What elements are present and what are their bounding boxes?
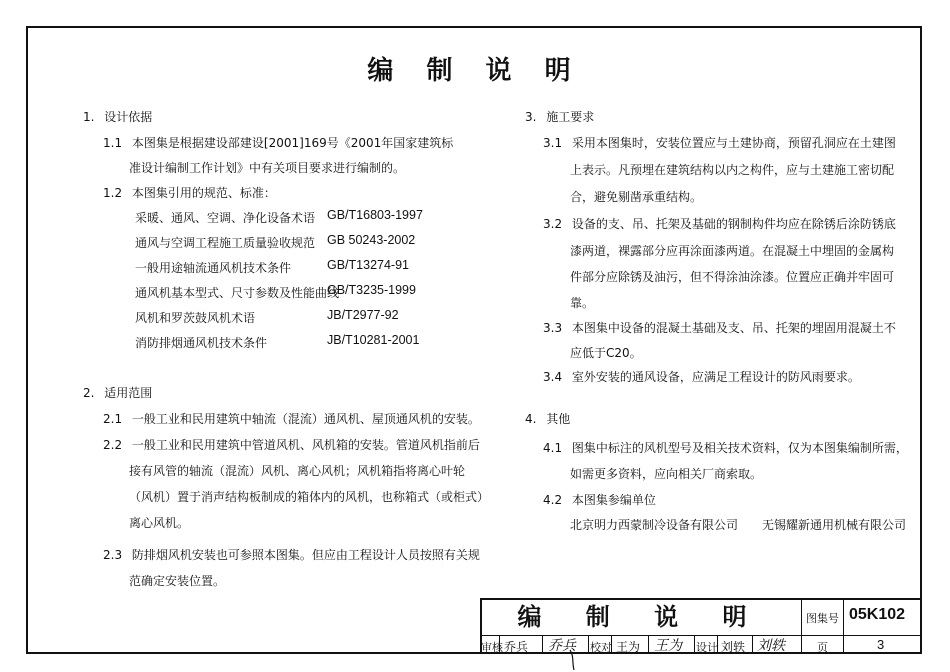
page-title: 编 制 说 明 — [367, 56, 583, 86]
participating-companies: 北京明力西蒙制冷设备有限公司 无锡耀新通用机械有限公司 — [570, 518, 907, 532]
reviewer-signature: 乔兵 — [548, 638, 576, 654]
standard-code: GB/T3235-1999 — [327, 283, 416, 297]
title-block-vline — [648, 636, 649, 654]
designer-signature: 刘轶 — [757, 638, 785, 654]
item-1-2: 1.2 本图集引用的规范、标准： — [103, 186, 276, 200]
designer-name: 刘轶 — [721, 640, 746, 654]
standard-name: 一般用途轴流通风机技术条件 — [135, 261, 292, 275]
item-2-2-line3: （风机）置于消声结构板制成的箱体内的风机，也称箱式（或柜式） — [129, 490, 490, 504]
standard-name: 通风与空调工程施工质量验收规范 — [135, 236, 316, 250]
item-3-2: 3.2 设备的支、吊、托架及基础的钢制构件均应在除锈后涂防锈底 — [543, 217, 896, 231]
standard-name: 风机和罗茨鼓风机术语 — [135, 311, 256, 325]
atlas-number-label: 图集号 — [806, 612, 839, 625]
page-label: 页 — [817, 641, 828, 654]
standard-code: JB/T10281-2001 — [327, 333, 420, 347]
item-3-4: 3.4 室外安装的通风设备，应满足工程设计的防风雨要求。 — [543, 370, 860, 384]
item-3-2-line2: 漆两道，裸露部分应再涂面漆两道。在混凝土中埋固的金属构 — [570, 244, 895, 258]
standard-name: 消防排烟通风机技术条件 — [135, 336, 268, 350]
section-1-heading: 1. 设计依据 — [83, 110, 153, 124]
section-4-heading: 4. 其他 — [525, 412, 571, 426]
signature-stroke-mark — [560, 648, 590, 672]
standard-code: GB/T13274-91 — [327, 258, 409, 272]
title-block-vline — [752, 636, 753, 654]
reviewer-name: 乔兵 — [504, 640, 529, 654]
item-4-1-line2: 如需更多资料，应向相关厂商索取。 — [570, 467, 763, 481]
checker-signature: 王为 — [654, 638, 682, 654]
item-3-1: 3.1 采用本图集时，安装位置应与土建协商，预留孔洞应在土建图 — [543, 136, 896, 150]
check-label: 校对 — [590, 641, 612, 654]
title-block-divider — [480, 635, 922, 636]
title-block-vline — [694, 636, 695, 654]
title-block-vline — [801, 599, 802, 654]
standard-code: GB 50243-2002 — [327, 233, 416, 247]
standard-code: JB/T2977-92 — [327, 308, 399, 322]
item-1-1: 1.1 本图集是根据建设部建设[2001]169号《2001年国家建筑标 — [103, 136, 454, 150]
item-3-2-line3: 件部分应除锈及油污，但不得涂油涂漆。位置应正确并牢固可 — [570, 270, 895, 284]
title-block-title: 编 制 说 明 — [517, 603, 765, 631]
atlas-number: 05K102 — [849, 606, 906, 623]
design-label: 设计 — [696, 641, 718, 654]
item-2-2-line2: 接有风管的轴流（混流）风机、离心风机；风机箱指将离心叶轮 — [129, 464, 466, 478]
page-number: 3 — [877, 637, 885, 652]
item-4-2: 4.2 本图集参编单位 — [543, 493, 656, 507]
item-2-2: 2.2 一般工业和民用建筑中管道风机、风机箱的安装。管道风机指前后 — [103, 438, 480, 452]
item-2-2-line4: 离心风机。 — [129, 516, 190, 530]
item-2-3: 2.3 防排烟风机安装也可参照本图集。但应由工程设计人员按照有关规 — [103, 548, 480, 562]
item-3-1-line3: 合，避免剔凿承重结构。 — [570, 190, 703, 204]
standard-name: 采暖、通风、空调、净化设备术语 — [135, 211, 316, 225]
checker-name: 王为 — [616, 640, 641, 654]
standard-name: 通风机基本型式、尺寸参数及性能曲线 — [135, 286, 340, 300]
item-3-2-line4: 靠。 — [570, 296, 595, 310]
item-2-1: 2.1 一般工业和民用建筑中轴流（混流）通风机、屋顶通风机的安装。 — [103, 412, 480, 426]
section-3-heading: 3. 施工要求 — [525, 110, 595, 124]
item-3-3: 3.3 本图集中设备的混凝土基础及支、吊、托架的埋固用混凝土不 — [543, 321, 896, 335]
item-1-1-line2: 准设计编制工作计划》中有关项目要求进行编制的。 — [129, 161, 406, 175]
title-block-vline — [542, 636, 543, 654]
item-3-3-line2: 应低于C20。 — [570, 346, 642, 360]
review-label: 审核 — [481, 641, 503, 654]
item-4-1: 4.1 图集中标注的风机型号及相关技术资料，仅为本图集编制所需， — [543, 441, 908, 455]
standard-code: GB/T16803-1997 — [327, 208, 423, 222]
item-3-1-line2: 上表示。凡预埋在建筑结构以内之构件，应与土建施工密切配 — [570, 163, 895, 177]
item-2-3-line2: 范确定安装位置。 — [129, 574, 226, 588]
section-2-heading: 2. 适用范围 — [83, 386, 153, 400]
title-block-vline — [843, 599, 844, 654]
